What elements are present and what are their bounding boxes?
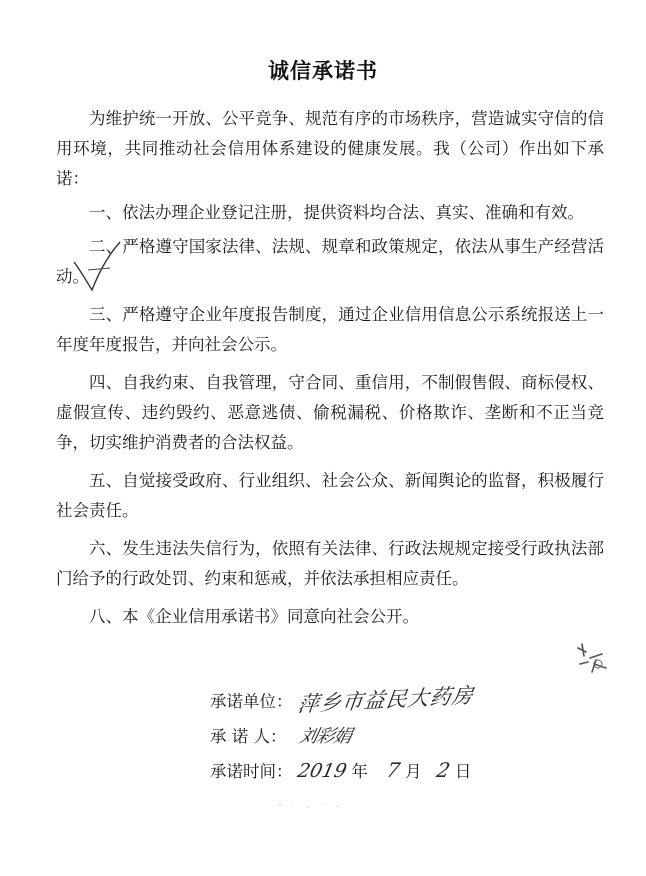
document-body [56, 104, 604, 640]
pledge-item-1: 一、依法办理企业登记注册，提供资料均合法、真实、准确和有效。 [89, 203, 584, 222]
pen-mark-scribble [70, 240, 130, 300]
person-handwritten: 刘彩娟 [297, 726, 353, 747]
date-month-handwritten: 7 [384, 758, 403, 782]
stamp-smudge [572, 640, 612, 680]
signature-date-line [210, 758, 471, 782]
intro-paragraph: 为维护统一开放、公平竞争、规范有序的市场秩序，营造诚实守信的信用环境，共同推动社会信用体系建设的健康发展。我（公司）作出如下承诺： [56, 109, 604, 188]
scan-noise [270, 795, 350, 815]
date-month-unit: 月 [405, 762, 422, 781]
date-day-handwritten: 2 [434, 758, 453, 782]
date-year-unit: 年 [351, 762, 368, 781]
pledge-item-6: 六、发生违法失信行为，依照有关法律、行政法规规定接受行政执法部门给予的行政处罚、约束和惩戒，并依法承担相应责任。 [56, 539, 604, 588]
date-year-handwritten: 2019 [295, 760, 349, 782]
signature-unit-line [210, 683, 475, 717]
pledge-item-2: 二、严格遵守国家法律、法规、规章和政策规定，依法从事生产经营活动。 [56, 237, 604, 286]
pledge-item-4: 四、自我约束、自我管理，守合同、重信用，不制假售假、商标侵权、虚假宣传、违约毁约、恶意逃债、偷税漏税、价格欺诈、垄断和不正当竞争，切实维护消费者的合法权益。 [56, 373, 604, 452]
person-label: 承 诺 人： [210, 727, 287, 746]
pledge-item-3: 三、严格遵守企业年度报告制度，通过企业信用信息公示系统报送上一年度年度报告，并向社会公示。 [56, 305, 604, 354]
signature-person-line [210, 722, 351, 748]
document-title: 诚信承诺书 [268, 59, 378, 83]
unit-label: 承诺单位： [210, 692, 293, 711]
pledge-item-8: 八、本《企业信用承诺书》同意向社会公开。 [89, 607, 419, 626]
date-label: 承诺时间： [210, 762, 293, 781]
unit-handwritten: 萍乡市益民大药房 [296, 683, 475, 717]
date-day-unit: 日 [454, 762, 472, 781]
pledge-item-5: 五、自觉接受政府、行业组织、社会公众、新闻舆论的监督，积极履行社会责任。 [56, 471, 604, 520]
